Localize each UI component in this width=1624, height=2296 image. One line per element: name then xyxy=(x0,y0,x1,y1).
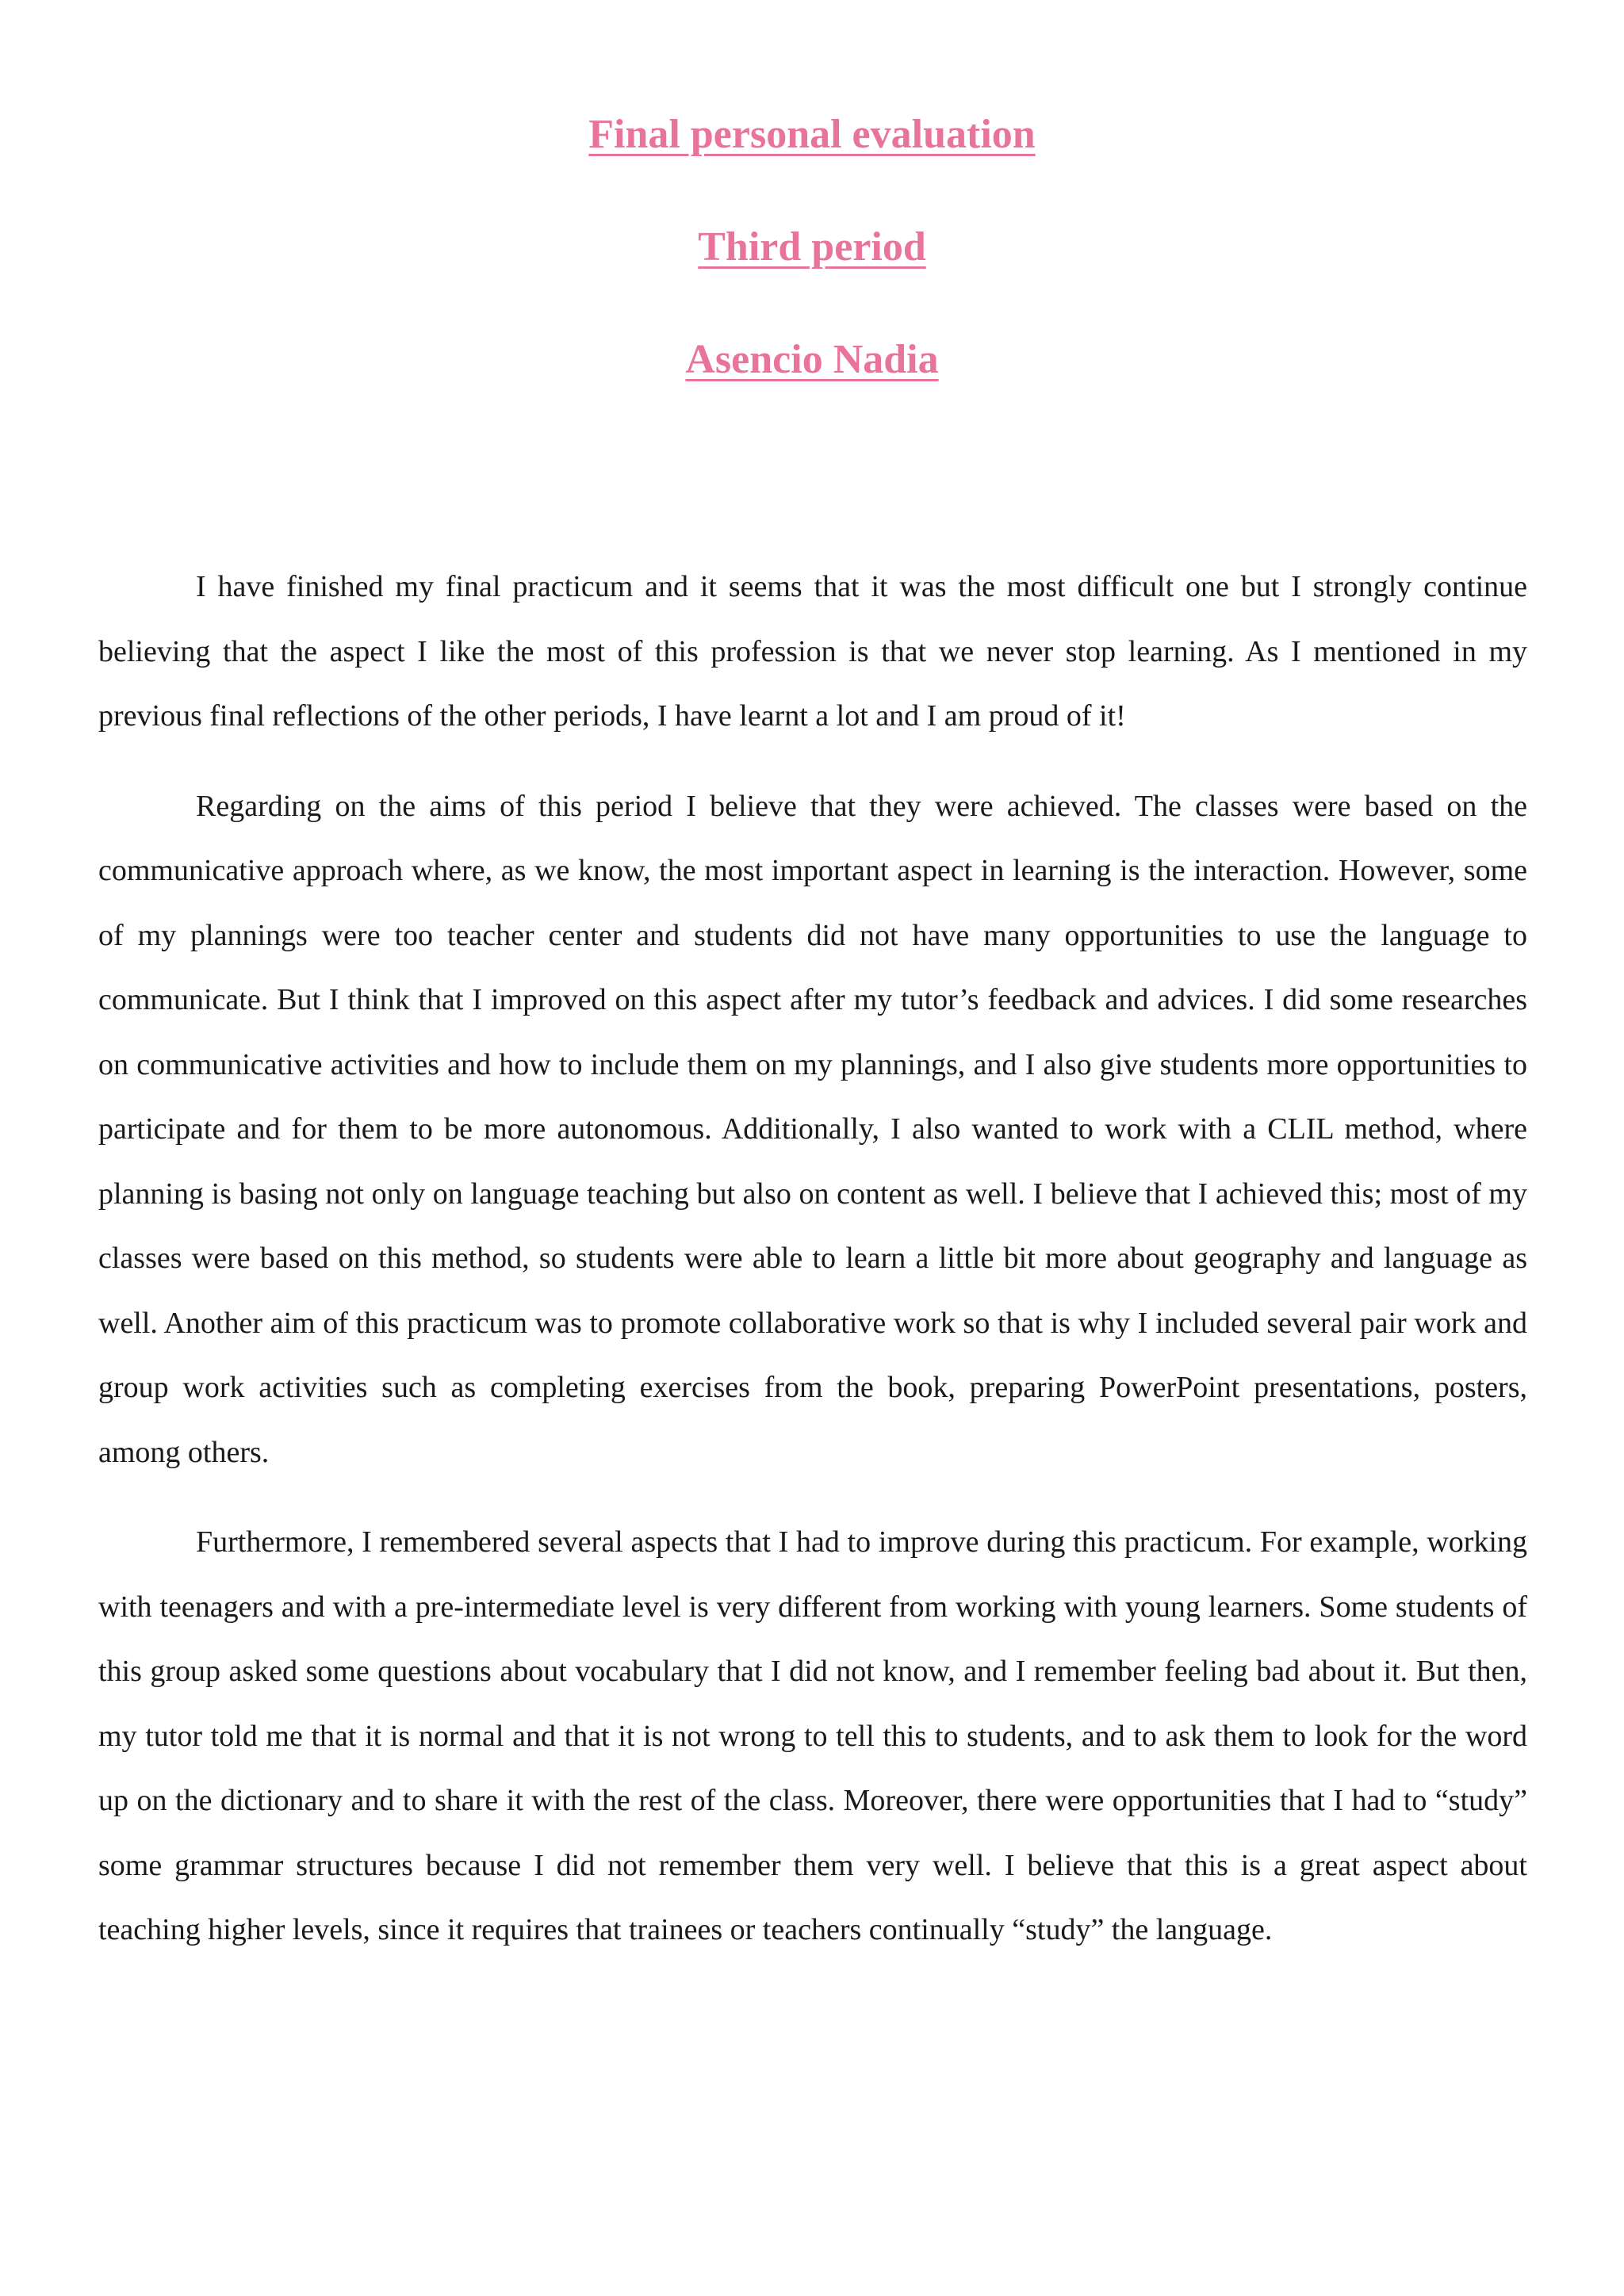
document-body xyxy=(98,555,1527,1988)
document-author: Asencio Nadia xyxy=(685,337,939,382)
title-block xyxy=(0,111,1624,449)
document-period: Third period xyxy=(698,224,926,270)
document-title: Final personal evaluation xyxy=(588,112,1036,157)
paragraph-improvements: Furthermore, I remembered several aspects that I had to improve during this practicum. For example, working with teenagers and with a pre-intermediate level is very different from working with young learners. Some students of this group asked some questions about vocabulary that I did not know, and I remember feeling bad about it. But then, my tutor told me that it is normal and that it is not wrong to tell this to students, and to ask them to look for the word up on the dictionary and to share it with the rest of the class. Moreover, there were opportunities that I had to “study” some grammar structures because I did not remember them very well. I believe that this is a great aspect about teaching higher levels, since it requires that trainees or teachers continually “study” the language. xyxy=(98,1525,1527,1946)
paragraph-intro: I have finished my final practicum and it seems that it was the most difficult one but I strongly continue believing that the aspect I like the most of this profession is that we never stop learning. As I mentioned in my previous final reflections of the other periods, I have learnt a lot and I am proud of it! xyxy=(98,570,1527,733)
paragraph-aims: Regarding on the aims of this period I believe that they were achieved. The classes were based on the communicative approach where, as we know, the most important aspect in learning is the interaction. However, some of my plannings were too teacher center and students did not have many opportunities to use the language to communicate. But I think that I improved on this aspect after my tutor’s feedback and advices. I did some researches on communicative activities and how to include them on my plannings, and I also give students more opportunities to participate and for them to be more autonomous. Additionally, I also wanted to work with a CLIL method, where planning is basing not only on language teaching but also on content as well. I believe that I achieved this; most of my classes were based on this method, so students were able to learn a little bit more about geography and language as well. Another aim of this practicum was to promote collaborative work so that is why I included several pair work and group work activities such as completing exercises from the book, preparing PowerPoint presentations, posters, among others. xyxy=(98,789,1527,1469)
